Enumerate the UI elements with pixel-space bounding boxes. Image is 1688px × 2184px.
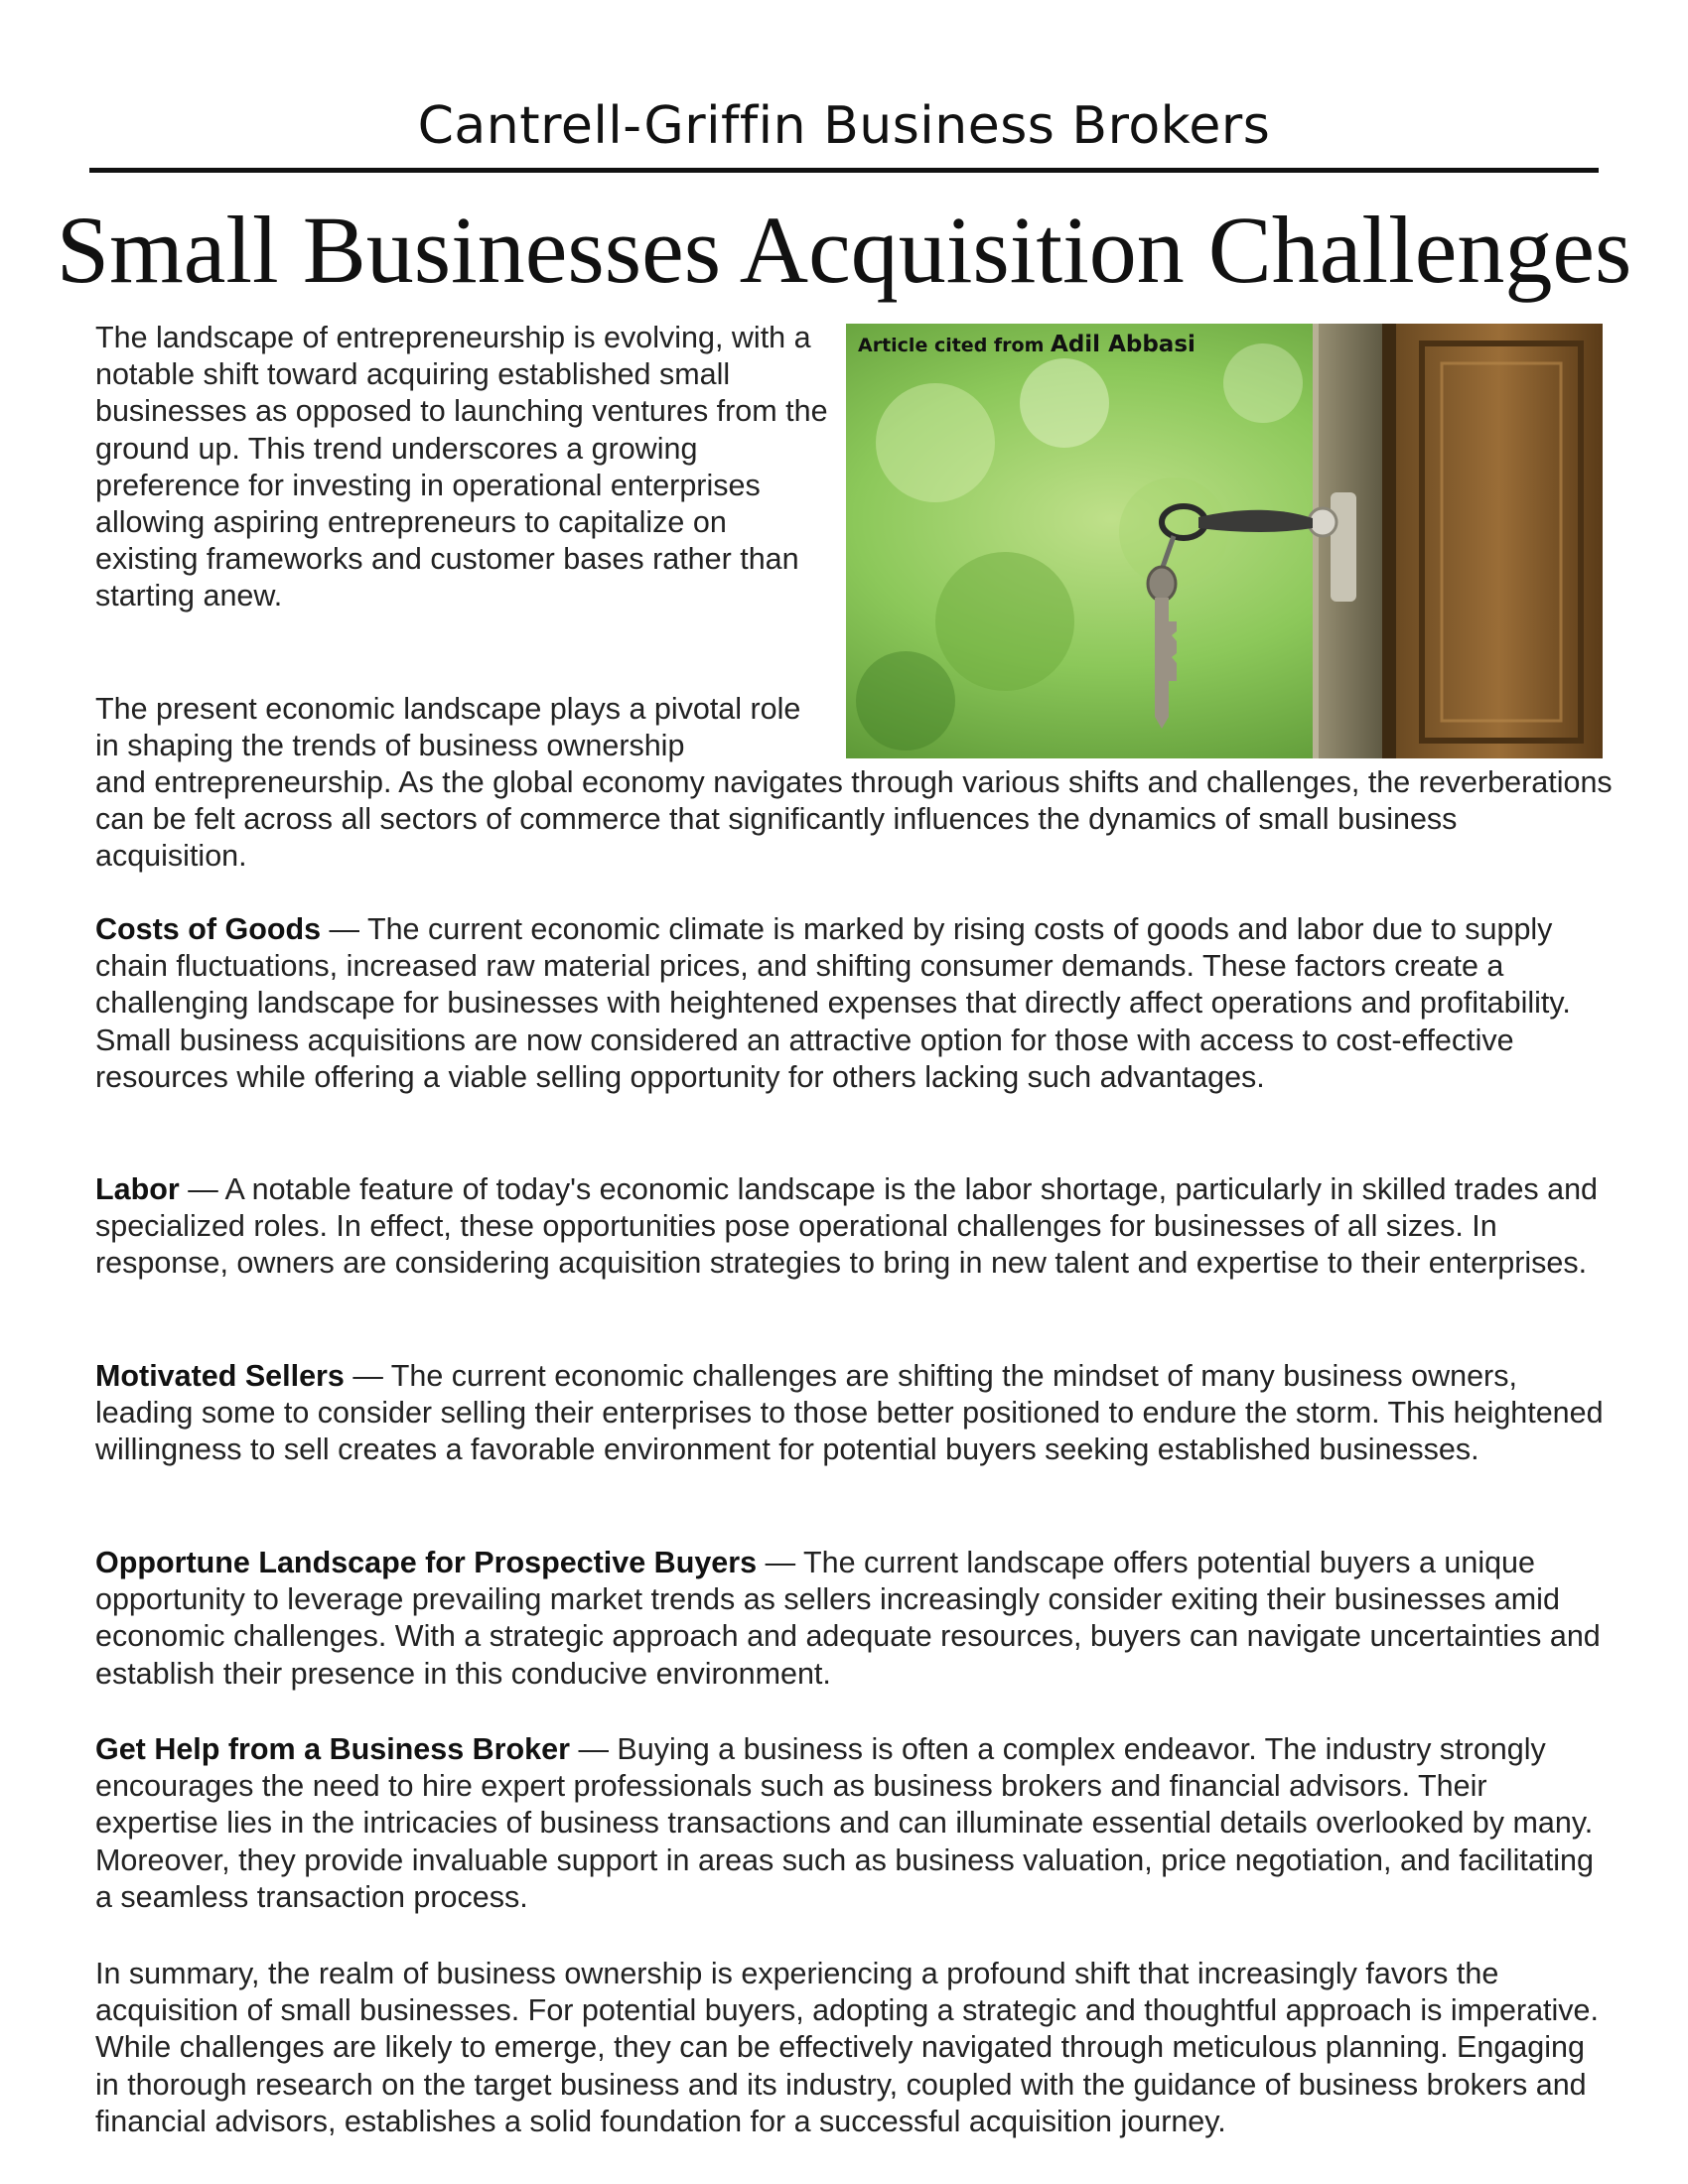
economy-paragraph-lead: The present economic landscape plays a pivotal role in shaping the trends of business ownership	[95, 692, 801, 763]
economy-paragraph: and entrepreneurship. As the global economy navigates through various shifts and challenges, the reverberations can be felt across all sectors of commerce that significantly influences the dynamics of small business acquisition.	[95, 765, 1613, 874]
summary-paragraph: In summary, the realm of business ownership is experiencing a profound shift that increasingly favors the acquisition of small businesses. For potential buyers, adopting a strategic and thoughtful approach is imperative. While challenges are likely to emerge, they can be effectively navigated through meticulous planning. Engaging in thorough research on the target business and its industry, coupled with the guidance of business brokers and financial advisors, establishes a solid foundation for a successful acquisition journey.	[95, 1957, 1599, 2138]
company-name: Cantrell-Griffin Business Brokers	[417, 96, 1271, 156]
section-labor	[95, 1171, 1615, 1283]
section-business-broker	[95, 1731, 1615, 1916]
photo-credit	[858, 332, 1196, 357]
section-title: Opportune Landscape for Prospective Buyers	[95, 1546, 758, 1579]
section-body: — The current landscape offers potential buyers a unique opportunity to leverage prevailing market trends as sellers increasingly consider exiting their businesses amid economic challenges. With a strategic approach and adequate resources, buyers can navigate uncertainties and establish their presence in this conducive environment.	[95, 1546, 1601, 1691]
section-body: — A notable feature of today's economic landscape is the labor shortage, particularly in skilled trades and specialized roles. In effect, these opportunities pose operational challenges for businesses of all sizes. In response, owners are considering acquisition strategies to bring in new talent and expertise to their enterprises.	[95, 1172, 1599, 1281]
intro-paragraph: The landscape of entrepreneurship is evolving, with a notable shift toward acquiring established small businesses as opposed to launching ventures from the ground up. This trend underscores a growing preference for investing in operational enterprises allowing aspiring entrepreneurs to capitalize on existing frameworks and customer bases rather than starting anew.	[95, 321, 828, 614]
section-costs-of-goods	[95, 911, 1615, 1096]
section-body: — The current economic climate is marked by rising costs of goods and labor due to supply chain fluctuations, increased raw material prices, and shifting consumer demands. These factors create a challenging landscape for businesses with heightened expenses that directly affect operations and profitability. Small business acquisitions are now considered an attractive option for those with access to cost-effective resources while offering a viable selling opportunity for others lacking such advantages.	[95, 912, 1571, 1094]
door-key-photo	[846, 324, 1603, 758]
photo-credit-author: Adil Abbasi	[1051, 332, 1196, 357]
header-divider	[89, 168, 1599, 173]
section-title: Get Help from a Business Broker	[95, 1732, 570, 1766]
section-body: — Buying a business is often a complex endeavor. The industry strongly encourages the need to hire expert professionals such as business brokers and financial advisors. Their expertise lies in the intricacies of business transactions and can illuminate essential details overlooked by many. Moreover, they provide invaluable support in areas such as business valuation, price negotiation, and facilitating a seamless transaction process.	[95, 1732, 1594, 1914]
section-opportune-landscape	[95, 1545, 1615, 1693]
article-headline: Small Businesses Acquisition Challenges	[56, 197, 1632, 303]
section-title: Motivated Sellers	[95, 1359, 345, 1393]
section-motivated-sellers	[95, 1358, 1615, 1469]
photo-credit-prefix: Article cited from	[858, 335, 1045, 356]
section-title: Costs of Goods	[95, 912, 322, 946]
section-body: — The current economic challenges are shifting the mindset of many business owners, leading some to consider selling their enterprises to those better positioned to endure the storm. This heightened willingness to sell creates a favorable environment for potential buyers seeking established businesses.	[95, 1359, 1604, 1467]
door-key-illustration	[846, 324, 1603, 758]
section-title: Labor	[95, 1172, 180, 1206]
